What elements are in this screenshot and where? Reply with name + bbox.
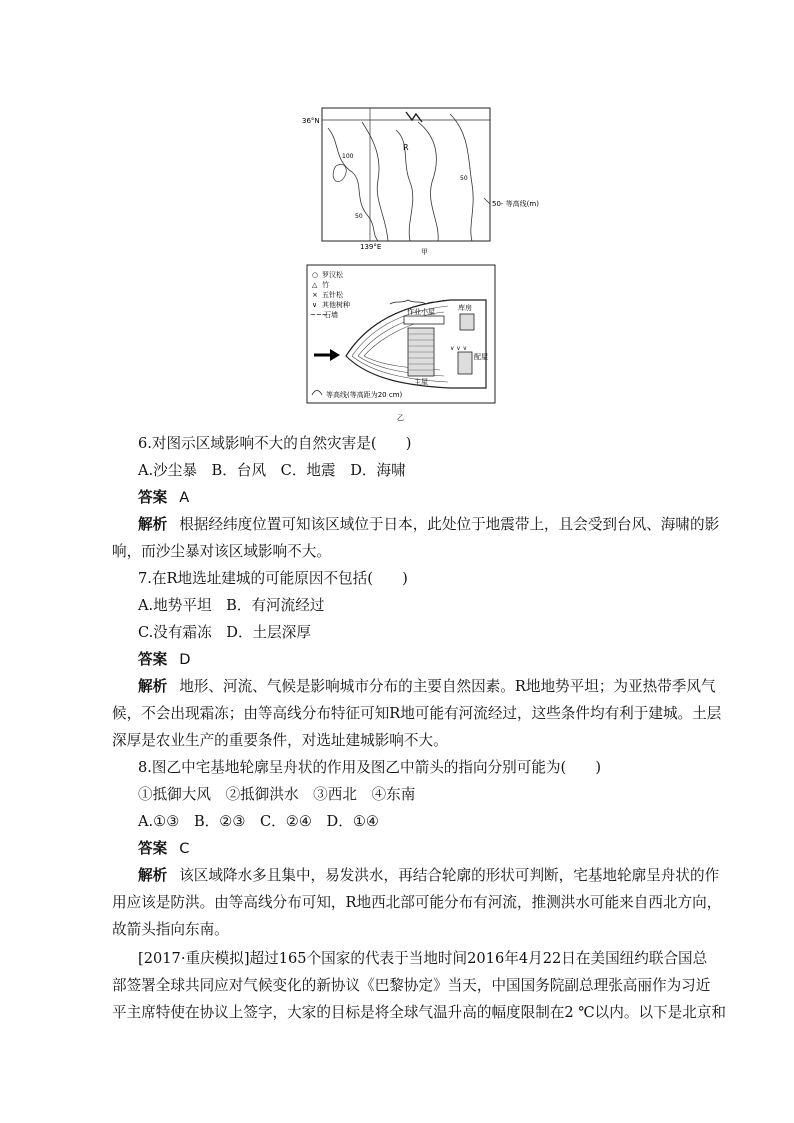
question-6-answer [138, 488, 702, 508]
passage-line-3: 平主席特使在协议上签字，大家的目标是将全球气温升高的幅度限制在2 ℃以内。以下是北京和 [112, 1004, 727, 1021]
longitude-label: 139°E [360, 243, 382, 251]
legend-label: 罗汉松 [322, 271, 343, 279]
contour-note-label: 等高线(等高距为20 cm) [326, 391, 403, 399]
contour-legend-label: 50- 等高线(m) [492, 200, 539, 208]
question-7-options-line-2: C.没有霜冻 D．土层深厚 [138, 624, 311, 641]
legend-symbol: ○ [312, 271, 319, 279]
question-8-stem: 8.图乙中宅基地轮廓呈舟状的作用及图乙中箭头的指向分别可能为( ) [138, 759, 602, 776]
contour-value-label: 50 [355, 213, 363, 220]
figure-yi-homestead-plan [300, 258, 550, 426]
latitude-label: 36°N [302, 117, 320, 125]
question-8-analysis-line-2: 用应该是防洪。由等高线分布可知，R地西北部可能分布有河流，推测洪水可能来自西北方向， [112, 894, 722, 911]
work-hut [404, 316, 444, 324]
answer-label: 答案 [138, 489, 168, 506]
question-7-analysis-line-2: 候，不会出现霜冻；由等高线分布特征可知R地可能有河流经过，这些条件均有利于建城。土层 [112, 705, 722, 722]
question-8-answer [138, 839, 702, 859]
analysis-text: 该区域降水多且集中，易发洪水，再结合轮廓的形状可判断，宅基地轮廓呈舟状的作 [179, 867, 720, 884]
tree-marks: ∨ ∨ ∨ [450, 345, 467, 352]
legend-symbol: △ [312, 281, 318, 289]
contour-value-label: 50 [460, 175, 468, 182]
question-6-stem: 6.对图示区域影响不大的自然灾害是( ) [138, 435, 412, 452]
location-r-label: R [403, 143, 409, 152]
answer-label: 答案 [138, 651, 168, 668]
passage-line-1: [2017·重庆模拟]超过165个国家的代表于当地时间2016年4月22日在美国纽约联合国总 [138, 950, 708, 967]
question-6-options: A.沙尘暴 B．台风 C．地震 D．海啸 [138, 462, 406, 479]
side-house [458, 352, 472, 374]
legend-label: 其他树种 [322, 301, 350, 309]
answer-value: D [179, 651, 191, 668]
question-6-analysis-line-2: 响，而沙尘暴对该区域影响不大。 [112, 543, 331, 560]
legend-label: 竹 [322, 281, 329, 289]
analysis-label: 解析 [138, 516, 168, 533]
legend-label: 五针松 [322, 291, 343, 299]
analysis-text: 根据经纬度位置可知该区域位于日本，此处位于地震带上，且会受到台风、海啸的影 [179, 516, 720, 533]
figure-jia-contour-map [300, 100, 550, 255]
legend-symbol: ~~~ [310, 311, 328, 319]
question-8-items: ①抵御大风 ②抵御洪水 ③西北 ④东南 [138, 786, 416, 803]
legend-symbol: × [312, 291, 318, 299]
answer-value: C [179, 840, 190, 857]
contour-value-label: 100 [342, 153, 354, 160]
question-8-analysis-line-3: 故箭头指向东南。 [112, 921, 229, 938]
legend-symbol: ∨ [312, 301, 318, 309]
question-8-analysis-line-1 [138, 866, 720, 886]
question-7-analysis-line-1 [138, 677, 716, 697]
contour-map-svg [300, 100, 550, 255]
main-house-label: 主屋 [414, 378, 428, 386]
answer-label: 答案 [138, 840, 168, 857]
storehouse-label: 库房 [458, 304, 472, 312]
analysis-label: 解析 [138, 867, 168, 884]
legend-label: 石墙 [324, 311, 338, 319]
homestead-plan-svg [300, 258, 550, 426]
analysis-text: 地形、河流、气候是影响城市分布的主要自然因素。R地地势平坦；为亚热带季风气 [179, 678, 716, 695]
figure-yi-caption: 乙 [397, 414, 404, 422]
analysis-label: 解析 [138, 678, 168, 695]
side-house-label: 配屋 [474, 353, 488, 361]
answer-value: A [179, 489, 190, 506]
question-6-analysis-line-1 [138, 515, 720, 535]
question-7-options-line-1: A.地势平坦 B．有河流经过 [138, 597, 325, 614]
work-hut-label: 作业小屋 [407, 308, 435, 316]
passage-line-2: 部签署全球共同应对气候变化的新协议《巴黎协定》当天，中国国务院副总理张高丽作为习近 [112, 977, 711, 994]
question-7-answer [138, 650, 702, 670]
storehouse [460, 314, 474, 330]
figure-jia-caption: 甲 [421, 248, 428, 255]
question-8-options: A.①③ B．②③ C．②④ D．①④ [138, 813, 379, 830]
question-7-stem: 7.在R地选址建城的可能原因不包括( ) [138, 570, 408, 587]
question-7-analysis-line-3: 深厚是农业生产的重要条件，对选址建城影响不大。 [112, 732, 448, 749]
